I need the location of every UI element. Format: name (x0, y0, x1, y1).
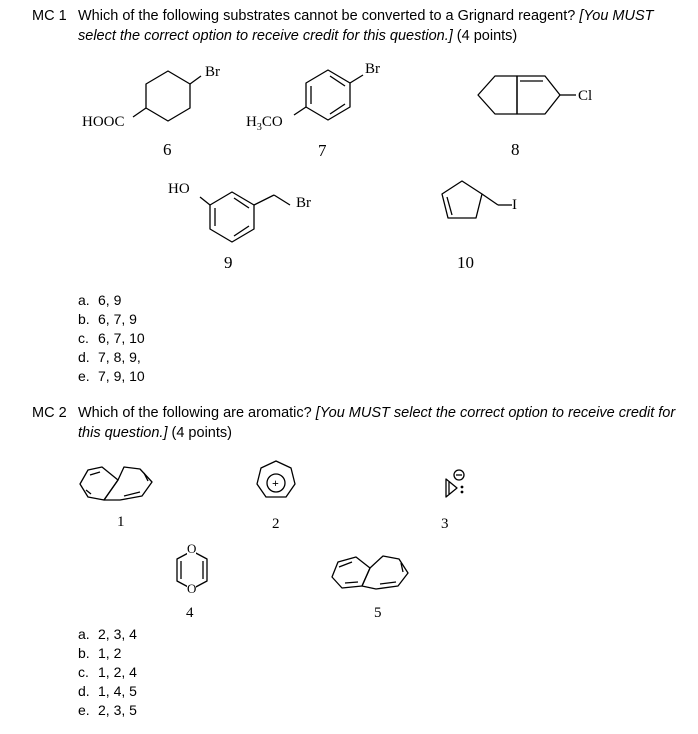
q2-option-e[interactable]: e. 2, 3, 5 (78, 702, 137, 718)
label-10: 10 (457, 253, 474, 272)
s8-cl: Cl (578, 88, 593, 104)
q2-option-a[interactable]: a. 2, 3, 4 (78, 626, 137, 642)
question-number: MC 2 (32, 405, 67, 421)
s9-br: Br (296, 195, 311, 211)
s4-o-bottom: O (187, 581, 197, 596)
structure-10 (442, 181, 512, 218)
q2-options (78, 625, 137, 720)
structure-1 (80, 467, 152, 500)
label-9: 9 (224, 253, 233, 272)
s2-charge: + (272, 476, 279, 490)
question-number: MC 1 (32, 8, 67, 24)
s10-i: I (512, 197, 517, 213)
structure-9 (200, 192, 290, 242)
s7-h3co: $H_3CO$ (246, 114, 283, 133)
s4-o-top: O (187, 541, 197, 556)
label-3: 3 (441, 516, 449, 532)
question-text: Which of the following are aromatic? [You MUST select the correct option to receive credit for this question.] (4 points) (78, 405, 676, 441)
q1-option-b[interactable]: b. 6, 7, 9 (78, 311, 137, 327)
q1-options (78, 291, 145, 386)
s9-ho: HO (168, 181, 190, 197)
s7-br: Br (365, 61, 380, 77)
q1-option-c[interactable]: c. 6, 7, 10 (78, 330, 145, 346)
s6-hooc: HOOC (82, 114, 125, 130)
label-7: 7 (318, 141, 327, 160)
q1-option-a[interactable]: a. 6, 9 (78, 292, 122, 308)
label-6: 6 (163, 140, 172, 159)
label-4: 4 (186, 605, 194, 621)
q2-option-b[interactable]: b. 1, 2 (78, 645, 122, 661)
label-1: 1 (117, 514, 125, 530)
q1-option-d[interactable]: d. 7, 8, 9, (78, 349, 141, 365)
q2-option-c[interactable]: c. 1, 2, 4 (78, 664, 137, 680)
structure-7 (294, 70, 363, 120)
structure-5 (332, 556, 408, 589)
label-5: 5 (374, 605, 382, 621)
q2-option-d[interactable]: d. 1, 4, 5 (78, 683, 137, 699)
label-8: 8 (511, 140, 520, 159)
label-2: 2 (272, 516, 280, 532)
question-text: Which of the following substrates cannot be converted to a Grignard reagent? [You MUST select the correct option to receive credit for this question.] (4 points) (78, 8, 654, 44)
s6-br: Br (205, 64, 220, 80)
structure-3 (446, 470, 464, 497)
structure-6 (133, 71, 201, 121)
structure-8 (478, 76, 576, 114)
q1-option-e[interactable]: e. 7, 9, 10 (78, 368, 145, 384)
